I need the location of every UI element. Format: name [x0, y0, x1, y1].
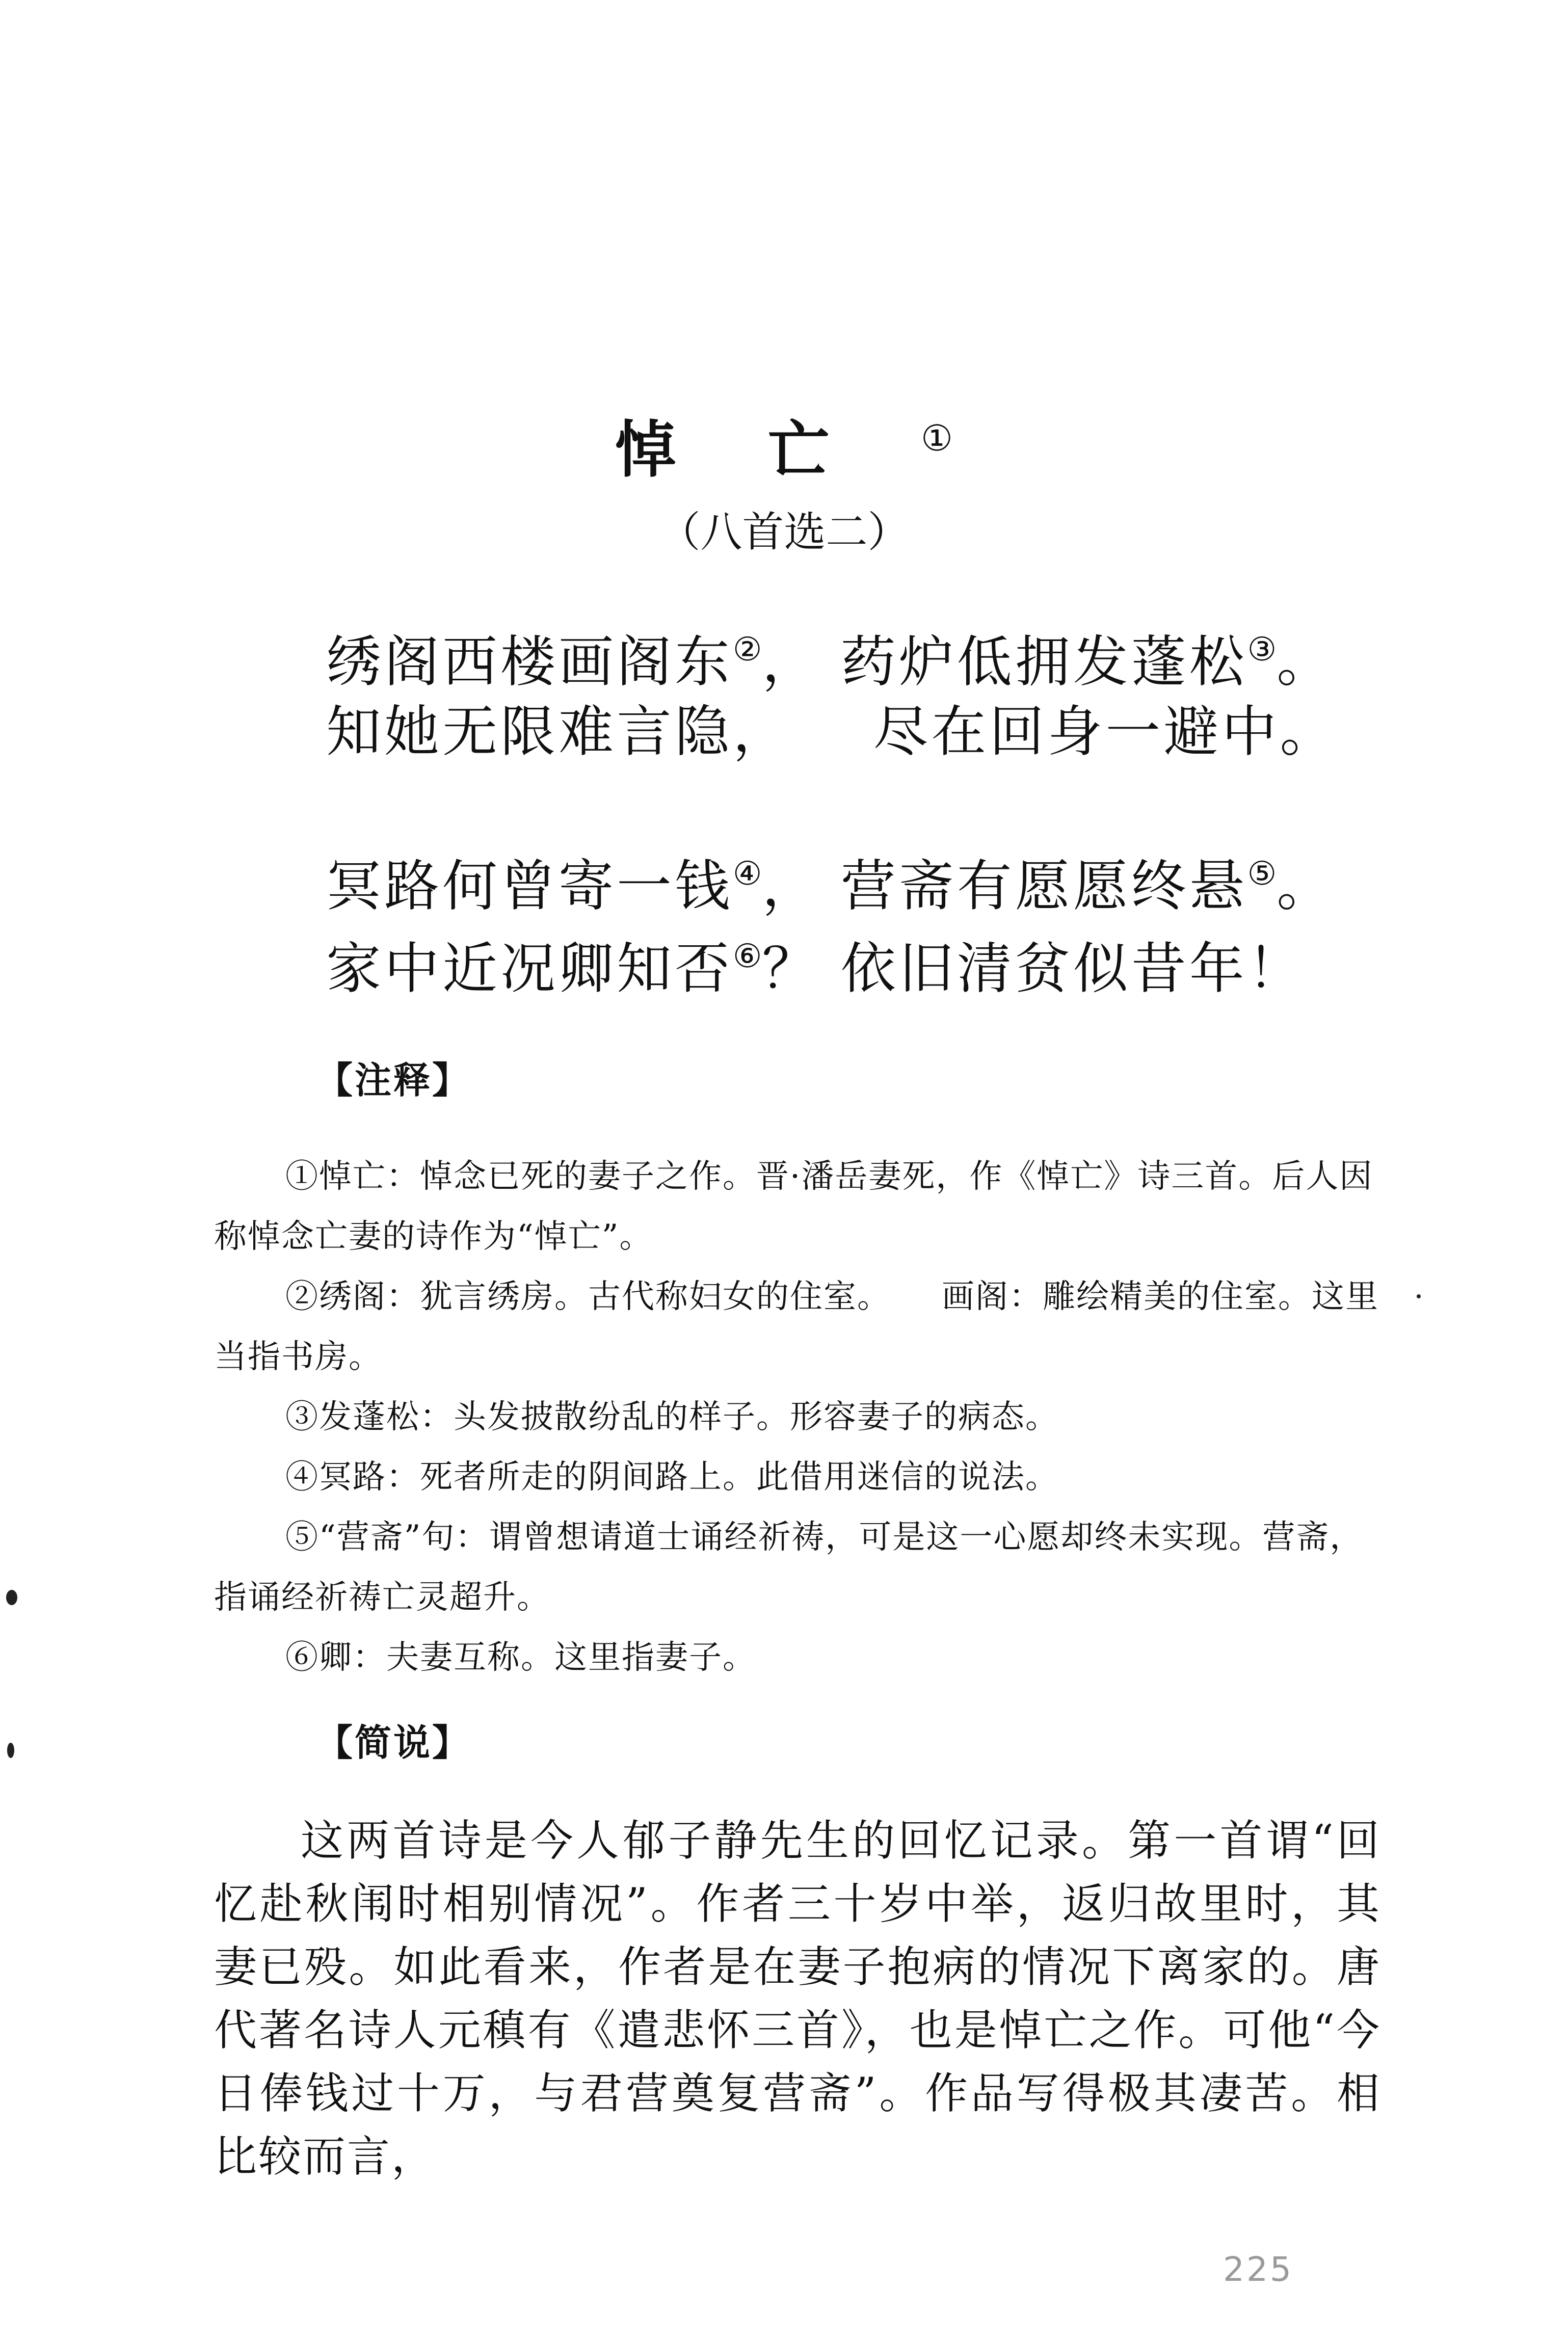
notes-heading: 【注释】 — [316, 1059, 471, 1102]
note-item: ③发蓬松：头发披散纷乱的样子。形容妻子的病态。 — [285, 1398, 1059, 1436]
punctuation: ， — [733, 700, 791, 764]
title-note-marker: ① — [921, 417, 953, 459]
scan-speck — [7, 1743, 14, 1758]
note-item: ④冥路：死者所走的阴间路上。此借用迷信的说法。 — [285, 1458, 1059, 1496]
note-marker: ② — [733, 631, 762, 669]
page-number: 225 — [1223, 2250, 1293, 2289]
poem-line-first-half: 家中近况卿知否 — [326, 937, 733, 1001]
poem-line-second-half: 尽在回身一避中 — [873, 700, 1280, 764]
note-marker: ⑤ — [1247, 855, 1277, 893]
poem-line-first-half: 知她无限难言隐 — [326, 700, 733, 764]
poem-line-second-half: 药炉低拥发蓬松 — [840, 630, 1247, 694]
poem-stanza-1 — [326, 611, 1345, 777]
note-marker: ⑥ — [733, 938, 762, 975]
note-marker: ③ — [1247, 631, 1277, 669]
poem-line-second-half: 营斋有愿愿终悬 — [840, 855, 1247, 918]
punctuation: ！ — [1247, 937, 1306, 1001]
note-item: ②绣阁：犹言绣房。古代称妇女的住室。 画阁：雕绘精美的住室。这里当指书房。 — [214, 1278, 1379, 1376]
punctuation: ？ — [762, 937, 820, 1001]
poem-line — [326, 918, 1345, 1001]
punctuation: ， — [762, 630, 820, 694]
explain-paragraph: 这两首诗是今人郁子静先生的回忆记录。第一首谓“回忆赴秋闱时相别情况”。作者三十岁中举，返归故里时，其妻已殁。如此看来，作者是在妻子抱病的情况下离家的。唐代著名诗人元稹有《遣悲怀三首》，也是悼亡之作。可他“今日俸钱过十万，与君营奠复营斋”。作品写得极其凄苦。相比较而言， — [214, 1816, 1381, 2181]
note-item: ⑤“营斋”句：谓曾想请道士诵经祈祷，可是这一心愿却终未实现。营斋，指诵经祈祷亡灵超升。 — [214, 1519, 1364, 1616]
punctuation: ， — [762, 855, 820, 918]
scan-speck — [1417, 1294, 1421, 1298]
poem-line — [326, 836, 1345, 918]
punctuation: 。 — [1277, 855, 1335, 918]
poem-line — [326, 694, 1345, 777]
scan-speck — [6, 1590, 17, 1605]
poem-line-first-half: 绣阁西楼画阁东 — [326, 630, 733, 694]
poem-line-first-half: 冥路何曾寄一钱 — [326, 855, 733, 918]
punctuation: 。 — [1277, 630, 1335, 694]
poem-line-second-half: 依旧清贫似昔年 — [840, 937, 1247, 1001]
poem-stanza-2 — [326, 836, 1345, 1001]
note-item: ①悼亡：悼念已死的妻子之作。晋·潘岳妻死，作《悼亡》诗三首。后人因称悼念亡妻的诗作为“悼亡”。 — [214, 1158, 1373, 1256]
poem-subtitle: （八首选二） — [658, 508, 910, 556]
explain-heading: 【简说】 — [316, 1721, 471, 1764]
notes-list — [214, 1147, 1386, 1688]
note-item: ⑥卿：夫妻互称。这里指妻子。 — [285, 1639, 756, 1676]
poem-title-text: 悼亡 — [615, 415, 921, 486]
note-marker: ④ — [733, 855, 762, 893]
punctuation: 。 — [1280, 700, 1338, 764]
poem-line — [326, 611, 1345, 694]
poem-title — [0, 397, 1568, 491]
